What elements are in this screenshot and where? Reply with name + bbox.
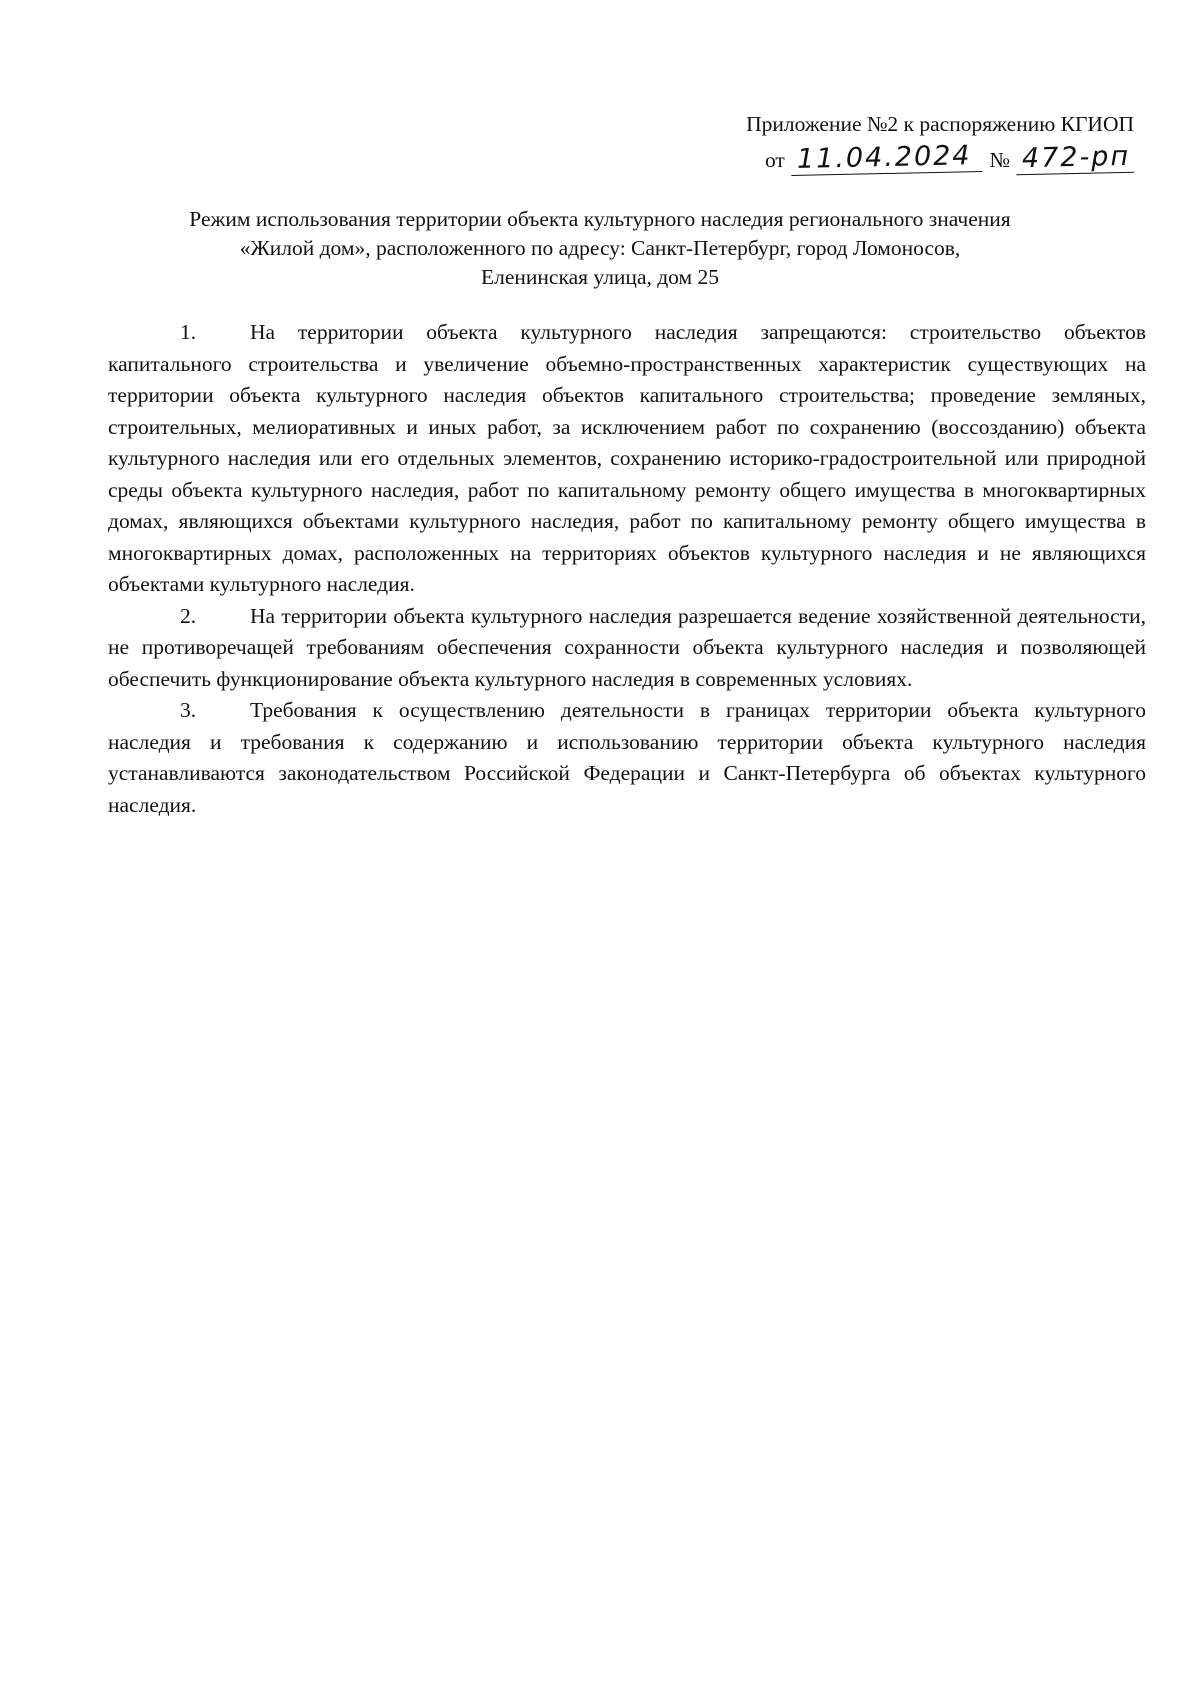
paragraph-3-text: Требования к осуществлению деятельности в границах территории объекта культурного наследия и требования к содержанию и использованию территории объекта культурного наследия устанавливаются законодательством Российской Федерации и Санкт-Петербурга об объектах культурного наследия. (108, 698, 1146, 817)
order-reference (674, 138, 1134, 174)
from-label: от (764, 148, 785, 172)
paragraph-1-number: 1. (180, 320, 197, 344)
document-body (108, 317, 1146, 821)
paragraph-2-text: На территории объекта культурного наследия разрешается ведение хозяйственной деятельности, не противоречащей требованиям обеспечения сохранности объекта культурного наследия и позволяющей обеспечить функционирование объекта культурного наследия в современных условиях. (108, 603, 1146, 691)
appendix-title: Приложение №2 к распоряжению КГИОП (746, 112, 1134, 136)
appendix-header (674, 110, 1134, 174)
paragraph-3 (108, 695, 1146, 821)
document-title (100, 205, 1100, 292)
paragraph-2-number: 2. (180, 603, 197, 628)
paragraph-1 (108, 317, 1146, 601)
paragraph-2 (108, 601, 1146, 696)
handwritten-date: 11.04.2024 (791, 141, 982, 176)
handwritten-order-number: 472-рп (1016, 142, 1135, 175)
paragraph-3-number: 3. (180, 698, 197, 722)
title-line-2: «Жилой дом», расположенного по адресу: Санкт-Петербург, город Ломоносов, (239, 236, 961, 260)
title-line-3: Еленинская улица, дом 25 (481, 265, 719, 289)
number-label: № (989, 148, 1010, 172)
title-line-1: Режим использования территории объекта культурного наследия регионального значения (189, 207, 1011, 231)
paragraph-1-text: На территории объекта культурного наследия запрещаются: строительство объектов капитального строительства и увеличение объемно-пространственных характеристик существующих на территории объекта культурного наследия объектов капитального строительства; проведение земляных, строительных, мелиоративных и иных работ, за исключением работ по сохранению (воссозданию) объекта культурного наследия или его отдельных элементов, сохранению историко-градостроительной или природной среды объекта культурного наследия, работ по капитальному ремонту общего имущества в многоквартирных домах, являющихся объектами культурного наследия, работ по капитальному ремонту общего имущества в многоквартирных домах, расположенных на территориях объектов культурного наследия и не являющихся объектами культурного наследия. (108, 320, 1146, 596)
